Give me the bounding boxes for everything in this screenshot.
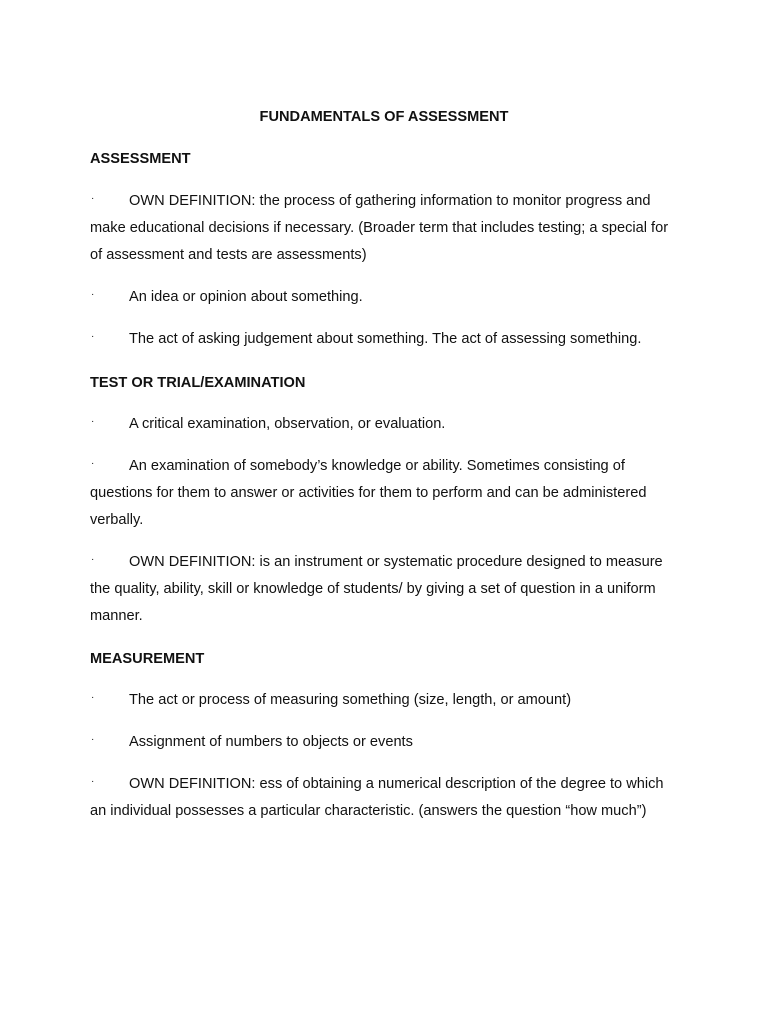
list-item-text: The act of asking judgement about something. The act of assessing something.: [129, 331, 642, 347]
list-item: [90, 188, 680, 269]
bullet-icon: ·: [91, 193, 95, 204]
bullet-icon: ·: [91, 692, 95, 703]
list-item-text: The act or process of measuring something (size, length, or amount): [129, 692, 572, 708]
bullet-icon: ·: [91, 734, 95, 745]
list-item: [90, 729, 680, 756]
list-item: [90, 411, 680, 438]
list-item-text: OWN DEFINITION: is an instrument or systematic procedure designed to measure the quality, ability, skill or knowledge of students/ by giving a set of question in a uniform manner.: [90, 554, 663, 624]
bullet-icon: ·: [91, 289, 95, 300]
list-item: [90, 284, 680, 311]
section-heading-assessment: ASSESSMENT: [90, 151, 191, 167]
bullet-icon: ·: [91, 331, 95, 342]
list-item-text: Assignment of numbers to objects or events: [129, 734, 413, 750]
list-item-text: An examination of somebody’s knowledge or ability. Sometimes consisting of questions for them to answer or activities for them to perform and can be administered verbally.: [90, 458, 647, 528]
bullet-icon: ·: [91, 776, 95, 787]
bullet-icon: ·: [91, 554, 95, 565]
bullet-icon: ·: [91, 458, 95, 469]
list-item: [90, 326, 680, 353]
list-item-text: A critical examination, observation, or evaluation.: [129, 416, 446, 432]
list-item: [90, 453, 680, 534]
bullet-icon: ·: [91, 416, 95, 427]
list-item: [90, 549, 680, 630]
list-item: [90, 687, 680, 714]
section-heading-measurement: MEASUREMENT: [90, 651, 205, 667]
list-item-text: An idea or opinion about something.: [129, 289, 363, 305]
document-title: FUNDAMENTALS OF ASSESSMENT: [259, 109, 509, 125]
list-item: [90, 771, 680, 825]
list-item-text: OWN DEFINITION: ess of obtaining a numerical description of the degree to which an individual possesses a particular characteristic. (answers the question “how much”): [90, 776, 664, 819]
section-heading-test: TEST OR TRIAL/EXAMINATION: [90, 375, 306, 391]
list-item-text: OWN DEFINITION: the process of gathering information to monitor progress and make educational decisions if necessary. (Broader term that includes testing; a special for of assessment and tests are assessments): [90, 193, 669, 263]
